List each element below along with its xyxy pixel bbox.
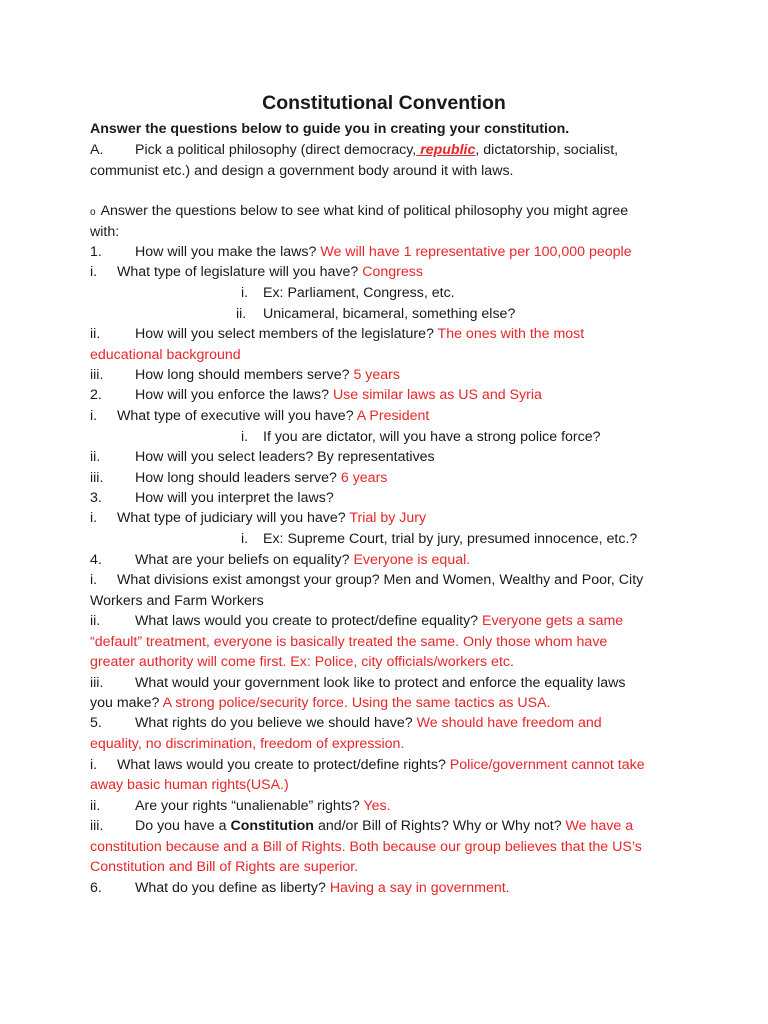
question-5-iii — [90, 816, 728, 837]
item-label: i. — [90, 264, 98, 280]
question-text: What would your government look like to protect and enforce the equality laws — [135, 675, 626, 691]
question-text: How will you select leaders? By representatives — [135, 449, 435, 465]
answer-continued: “default” treatment, everyone is basically treated the same. Only those whom have — [90, 634, 608, 650]
answer-text: Police/government cannot take — [449, 757, 645, 773]
question-2-i-sub-1 — [241, 427, 728, 448]
item-label: i. — [90, 408, 98, 424]
question-1-ii — [90, 324, 728, 345]
question-text: What type of judiciary will you have? — [117, 510, 346, 526]
item-text: , dictatorship, socialist, — [475, 142, 619, 158]
question-4-ii — [90, 611, 728, 632]
question-5-i — [90, 755, 728, 776]
answer-text: Yes. — [363, 798, 391, 814]
question-3-i-sub-1 — [241, 529, 728, 550]
item-a-continued: communist etc.) and design a government body around it with laws. — [90, 163, 514, 179]
question-text: What rights do you believe we should have? — [135, 715, 413, 731]
question-2-iii — [90, 468, 728, 489]
item-label: iii. — [90, 675, 104, 691]
question-2 — [90, 385, 728, 406]
item-label: ii. — [90, 798, 101, 814]
item-label: iii. — [90, 470, 104, 486]
question-4-i — [90, 570, 728, 591]
question-text: What type of executive will you have? — [117, 408, 354, 424]
question-text: How will you make the laws? — [135, 244, 317, 260]
answer-text: A President — [356, 408, 430, 424]
question-text: How long should leaders serve? — [135, 470, 337, 486]
intro-line-continued: with: — [90, 224, 120, 240]
item-label: 4. — [90, 552, 102, 568]
answer-republic: republic — [416, 142, 476, 158]
question-text: and/or Bill of Rights? Why or Why not? — [317, 818, 562, 834]
question-6 — [90, 878, 728, 899]
item-text: Pick a political philosophy (direct democracy, — [135, 142, 417, 158]
item-label: A. — [90, 142, 104, 158]
item-label: i. — [241, 531, 249, 547]
bullet-icon: o — [90, 207, 96, 218]
question-3 — [90, 488, 728, 509]
answer-text: Everyone gets a same — [482, 613, 624, 629]
answer-text: Having a say in government. — [329, 880, 510, 896]
question-text: How long should members serve? — [135, 367, 350, 383]
answer-text: Trial by Jury — [349, 510, 427, 526]
question-text: How will you interpret the laws? — [135, 490, 334, 506]
item-label: 6. — [90, 880, 102, 896]
item-label: 1. — [90, 244, 102, 260]
question-1-i — [90, 262, 728, 283]
item-label: ii. — [90, 613, 101, 629]
question-text: What laws would you create to protect/define rights? — [117, 757, 446, 773]
question-text: How will you enforce the laws? — [135, 387, 329, 403]
sub-text: Ex: Supreme Court, trial by jury, presumed innocence, etc.? — [263, 531, 638, 547]
instruction-line: Answer the questions below to guide you in creating your constitution. — [90, 121, 570, 137]
item-label: i. — [241, 429, 249, 445]
answer-text: A strong police/security force. Using the same tactics as USA. — [162, 695, 551, 711]
question-1-iii — [90, 365, 728, 386]
question-text: How will you select members of the legislature? — [135, 326, 434, 342]
item-label: ii. — [236, 306, 247, 322]
question-5-ii — [90, 796, 728, 817]
question-3-i — [90, 508, 728, 529]
answer-continued: greater authority will come first. Ex: Police, city officials/workers etc. — [90, 654, 514, 670]
question-1-i-sub-2 — [236, 304, 728, 325]
item-label: iii. — [90, 367, 104, 383]
answer-text: We should have freedom and — [416, 715, 602, 731]
answer-continued: constitution because and a Bill of Rights. Both because our group believes that the US’s — [90, 839, 642, 855]
question-text: Do you have a — [135, 818, 227, 834]
answer-continued: Constitution and Bill of Rights are superior. — [90, 859, 359, 875]
question-text: What type of legislature will you have? — [117, 264, 359, 280]
question-text: you make? — [90, 695, 160, 711]
answer-text: Use similar laws as US and Syria — [332, 387, 542, 403]
question-4-iii — [90, 673, 728, 694]
question-text: What laws would you create to protect/define equality? — [135, 613, 479, 629]
item-label: 2. — [90, 387, 102, 403]
answer-continued: equality, no discrimination, freedom of expression. — [90, 736, 405, 752]
intro-text: Answer the questions below to see what kind of political philosophy you might agree — [100, 203, 629, 219]
question-continued: Workers and Farm Workers — [90, 593, 264, 609]
item-label: ii. — [90, 326, 101, 342]
item-label: i. — [90, 572, 98, 588]
question-2-ii — [90, 447, 728, 468]
question-1-i-sub-1 — [241, 283, 728, 304]
item-label: ii. — [90, 449, 101, 465]
sub-text: Unicameral, bicameral, something else? — [263, 306, 516, 322]
sub-text: Ex: Parliament, Congress, etc. — [263, 285, 455, 301]
question-2-i — [90, 406, 728, 427]
intro-line — [90, 201, 728, 224]
answer-text: We have a — [565, 818, 634, 834]
answer-continued: away basic human rights(USA.) — [90, 777, 289, 793]
item-label: 5. — [90, 715, 102, 731]
question-1 — [90, 242, 728, 263]
question-text: What do you define as liberty? — [135, 880, 326, 896]
item-label: iii. — [90, 818, 104, 834]
item-a — [90, 140, 728, 161]
answer-text: Everyone is equal. — [353, 552, 471, 568]
item-label: i. — [241, 285, 249, 301]
question-5 — [90, 713, 728, 734]
item-label: i. — [90, 757, 98, 773]
answer-text: The ones with the most — [437, 326, 585, 342]
question-4-iii-continued — [90, 693, 728, 714]
answer-text: We will have 1 representative per 100,000 people — [320, 244, 632, 260]
answer-text: 5 years — [353, 367, 400, 383]
answer-text: Congress — [362, 264, 423, 280]
document-title: Constitutional Convention — [262, 92, 506, 114]
item-label: 3. — [90, 490, 102, 506]
question-4 — [90, 550, 728, 571]
question-text: What are your beliefs on equality? — [135, 552, 350, 568]
item-label: i. — [90, 510, 98, 526]
question-text: Are your rights “unalienable” rights? — [135, 798, 360, 814]
answer-continued: educational background — [90, 347, 241, 363]
sub-text: If you are dictator, will you have a strong police force? — [263, 429, 601, 445]
answer-text: 6 years — [340, 470, 388, 486]
question-text: What divisions exist amongst your group? Men and Women, Wealthy and Poor, City — [117, 572, 644, 588]
question-bold-term: Constitution — [230, 818, 314, 834]
